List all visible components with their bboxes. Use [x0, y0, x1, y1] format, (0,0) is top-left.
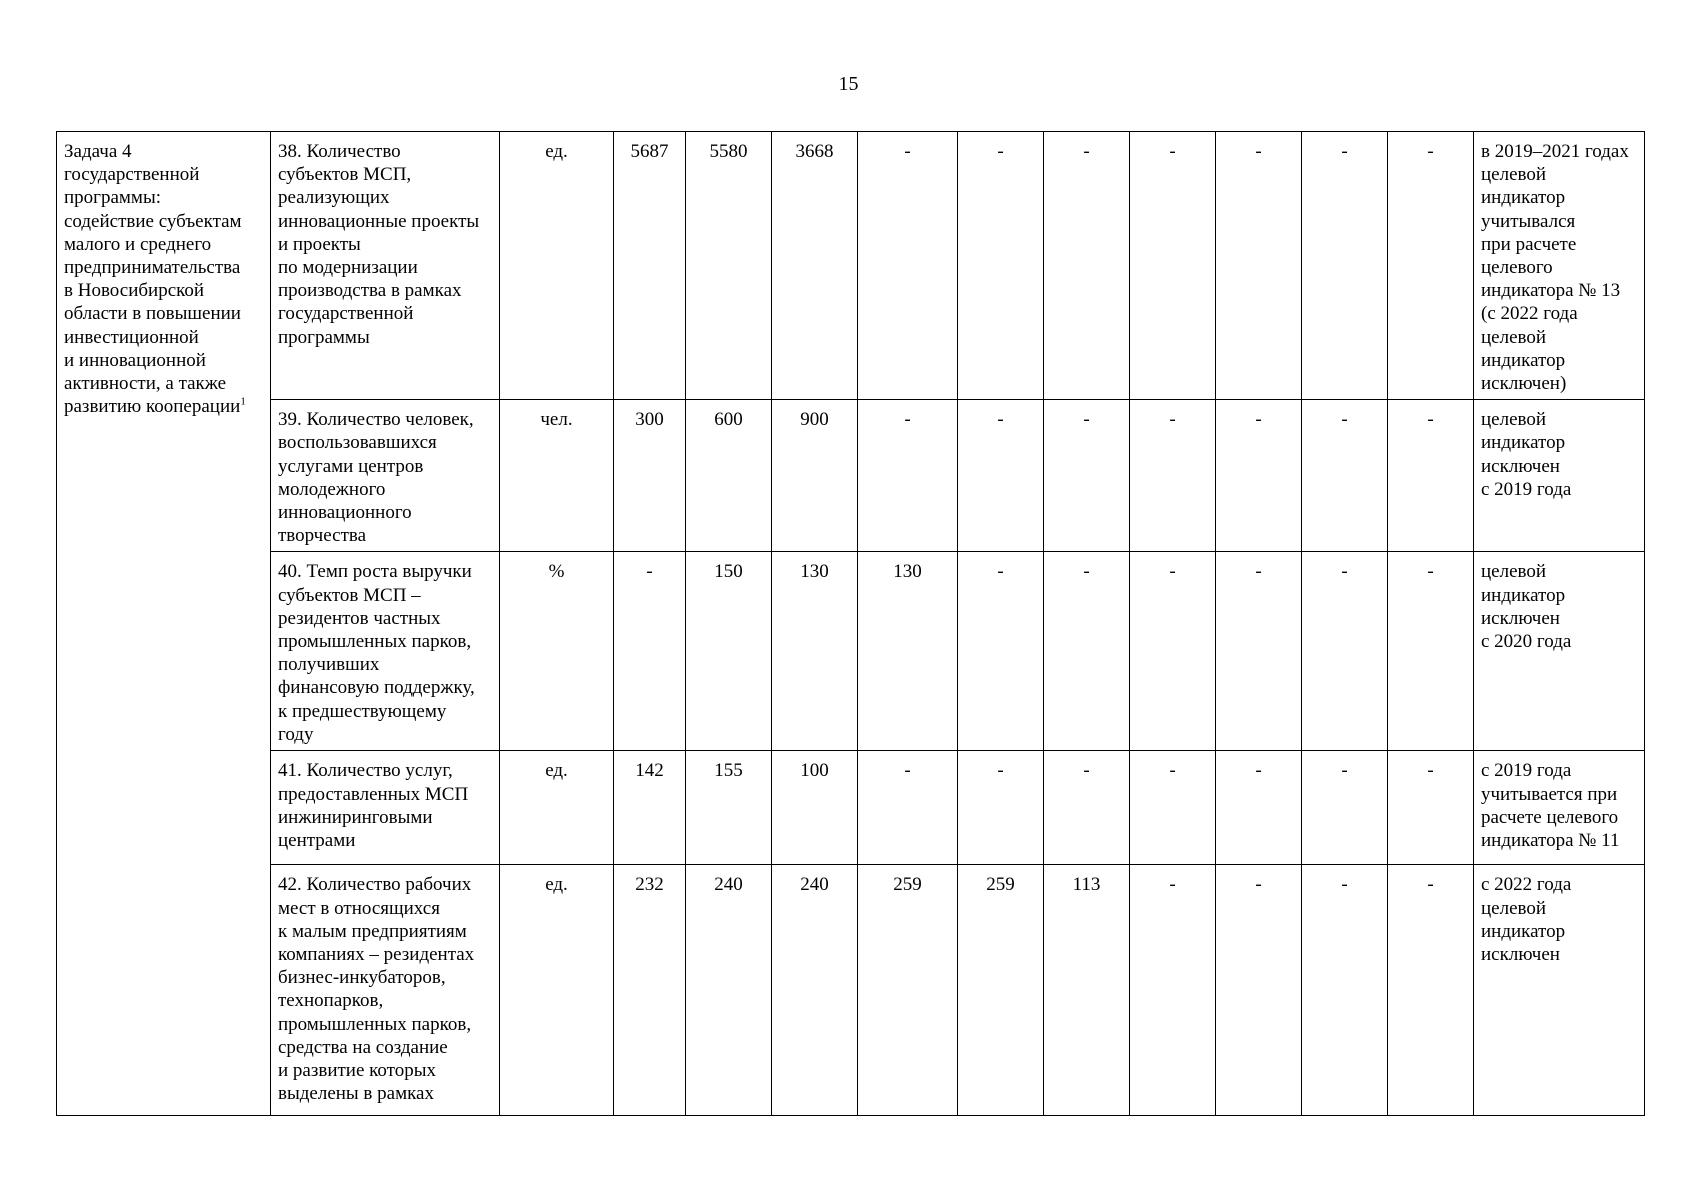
value-cell: - [1216, 751, 1302, 865]
note-cell: с 2019 года учитывается при расчете целевого индикатора № 11 [1474, 751, 1645, 865]
value-cell: 155 [686, 751, 772, 865]
value-cell: 300 [614, 400, 686, 552]
table-row [57, 552, 1645, 751]
value-cell: - [1130, 132, 1216, 400]
task-text: Задача 4 государственной программы: содействие субъектам малого и среднего предпринимательства в Новосибирской области в повышении инвестиционной и инновационной активности, а также развитию кооперации [64, 141, 242, 418]
value-cell: - [1044, 132, 1130, 400]
unit-cell: ед. [500, 132, 614, 400]
indicator-cell: 40. Темп роста выручки субъектов МСП – резидентов частных промышленных парков, получивших финансовую поддержку, к предшествующему году [271, 552, 500, 751]
value-cell: - [1130, 751, 1216, 865]
task-cell [57, 132, 271, 1116]
value-cell: 130 [858, 552, 958, 751]
value-cell: - [1388, 552, 1474, 751]
unit-cell: % [500, 552, 614, 751]
note-cell: в 2019–2021 годах целевой индикатор учитывался при расчете целевого индикатора № 13 (с 2022 года целевой индикатор исключен) [1474, 132, 1645, 400]
note-cell: с 2022 года целевой индикатор исключен [1474, 865, 1645, 1116]
value-cell: - [1130, 865, 1216, 1116]
value-cell: 240 [772, 865, 858, 1116]
value-cell: 150 [686, 552, 772, 751]
value-cell: - [858, 400, 958, 552]
value-cell: 113 [1044, 865, 1130, 1116]
value-cell: - [1302, 132, 1388, 400]
unit-cell: ед. [500, 751, 614, 865]
value-cell: 142 [614, 751, 686, 865]
value-cell: 259 [858, 865, 958, 1116]
page-number: 15 [838, 73, 859, 95]
indicator-cell: 38. Количество субъектов МСП, реализующих инновационные проекты и проекты по модернизации производства в рамках государственной программы [271, 132, 500, 400]
value-cell: - [1216, 552, 1302, 751]
value-cell: - [1216, 865, 1302, 1116]
value-cell: 130 [772, 552, 858, 751]
value-cell: 3668 [772, 132, 858, 400]
unit-cell: чел. [500, 400, 614, 552]
unit-cell: ед. [500, 865, 614, 1116]
indicator-cell: 41. Количество услуг, предоставленных МСП инжиниринговыми центрами [271, 751, 500, 865]
value-cell: - [1388, 132, 1474, 400]
value-cell: - [1388, 751, 1474, 865]
value-cell: - [1302, 552, 1388, 751]
table-row [57, 865, 1645, 1116]
value-cell: - [1388, 865, 1474, 1116]
table-row [57, 751, 1645, 865]
value-cell: 5580 [686, 132, 772, 400]
indicator-cell: 39. Количество человек, воспользовавшихся услугами центров молодежного инновационного творчества [271, 400, 500, 552]
value-cell: - [958, 400, 1044, 552]
value-cell: - [958, 132, 1044, 400]
value-cell: - [1044, 552, 1130, 751]
value-cell: 240 [686, 865, 772, 1116]
value-cell: - [1302, 865, 1388, 1116]
value-cell: 259 [958, 865, 1044, 1116]
value-cell: - [1302, 751, 1388, 865]
value-cell: 232 [614, 865, 686, 1116]
value-cell: 5687 [614, 132, 686, 400]
value-cell: - [1216, 400, 1302, 552]
indicator-cell: 42. Количество рабочих мест в относящихся к малым предприятиям компаниях – резидентах бизнес-инкубаторов, технопарков, промышленных парков, средства на создание и развитие которых выделены в рамках [271, 865, 500, 1116]
value-cell: - [1302, 400, 1388, 552]
value-cell: - [1044, 751, 1130, 865]
note-cell: целевой индикатор исключен с 2019 года [1474, 400, 1645, 552]
indicators-table [56, 131, 1645, 1116]
value-cell: - [1130, 552, 1216, 751]
value-cell: 600 [686, 400, 772, 552]
value-cell: - [1388, 400, 1474, 552]
note-cell: целевой индикатор исключен с 2020 года [1474, 552, 1645, 751]
value-cell: 900 [772, 400, 858, 552]
value-cell: - [958, 751, 1044, 865]
value-cell: - [1130, 400, 1216, 552]
value-cell: - [858, 751, 958, 865]
value-cell: - [858, 132, 958, 400]
value-cell: - [1044, 400, 1130, 552]
value-cell: - [1216, 132, 1302, 400]
value-cell: - [614, 552, 686, 751]
footnote-mark: 1 [240, 395, 246, 408]
table-row [57, 400, 1645, 552]
value-cell: 100 [772, 751, 858, 865]
value-cell: - [958, 552, 1044, 751]
table-row [57, 132, 1645, 400]
